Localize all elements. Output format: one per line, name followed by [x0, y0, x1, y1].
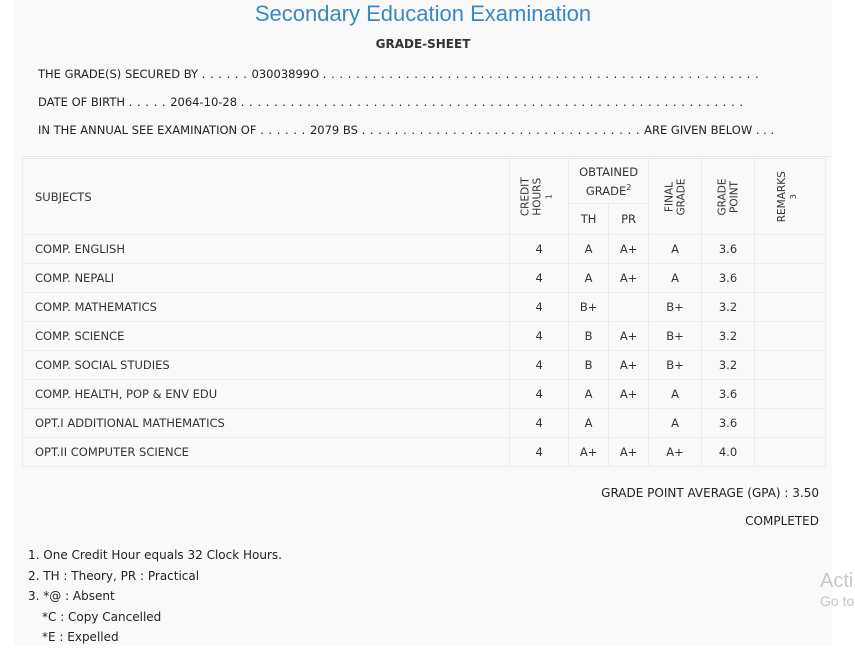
cell-th: B+	[569, 293, 609, 322]
cell-credit: 4	[510, 235, 569, 264]
cell-credit: 4	[510, 293, 569, 322]
grade-rows	[23, 235, 826, 467]
dob-value: 2064-10-28	[170, 95, 238, 109]
cell-pr: A+	[609, 322, 649, 351]
cell-pr	[609, 409, 649, 438]
exam-line: IN THE ANNUAL SEE EXAMINATION OF . . . . . . 2079 BS . . . . . . . . . . . . . . . . . . . . . . . . . . . . . . . . . . ARE GIVEN BELOW . . .	[38, 123, 775, 137]
cell-gp: 3.6	[702, 409, 755, 438]
exam-label: IN THE ANNUAL SEE EXAMINATION OF	[38, 123, 257, 137]
result-status: COMPLETED	[745, 514, 819, 528]
cell-final: A	[649, 264, 702, 293]
footnote-th-pr: 2. TH : Theory, PR : Practical	[28, 568, 200, 583]
grades-table	[22, 158, 826, 467]
exam-year: 2079 BS	[309, 123, 358, 137]
cell-subject: COMP. HEALTH, POP & ENV EDU	[23, 380, 510, 409]
cell-pr: A+	[609, 351, 649, 380]
cell-gp: 3.2	[702, 322, 755, 351]
table-row	[23, 322, 826, 351]
cell-subject: OPT.II COMPUTER SCIENCE	[23, 438, 510, 467]
cell-pr: A+	[609, 235, 649, 264]
divider	[22, 156, 832, 157]
activation-watermark	[820, 570, 854, 609]
table-row	[23, 380, 826, 409]
dob-label: DATE OF BIRTH	[38, 95, 126, 109]
cell-pr: A+	[609, 264, 649, 293]
cell-gp: 3.2	[702, 293, 755, 322]
secured-by-line: THE GRADE(S) SECURED BY . . . . . . 03003899O . . . . . . . . . . . . . . . . . . . . . . . . . . . . . . . . . . . . . . . . . . . . . . . . . . . . .	[38, 67, 760, 81]
table-row	[23, 264, 826, 293]
table-row	[23, 351, 826, 380]
subjects-header: SUBJECTS	[23, 159, 510, 235]
cell-pr: A+	[609, 438, 649, 467]
cell-gp: 4.0	[702, 438, 755, 467]
cell-gp: 3.6	[702, 380, 755, 409]
cell-remarks	[754, 322, 825, 351]
watermark-line-1: Acti	[820, 570, 854, 592]
pr-header: PR	[609, 204, 649, 235]
cell-th: B	[569, 351, 609, 380]
cell-subject: COMP. NEPALI	[23, 264, 510, 293]
cell-credit: 4	[510, 351, 569, 380]
cell-final: A	[649, 235, 702, 264]
cell-remarks	[754, 293, 825, 322]
cell-credit: 4	[510, 409, 569, 438]
cell-remarks	[754, 438, 825, 467]
footnote-expelled: *E : Expelled	[42, 630, 119, 644]
cell-subject: COMP. MATHEMATICS	[23, 293, 510, 322]
table-row	[23, 293, 826, 322]
table-row	[23, 235, 826, 264]
cell-final: B+	[649, 322, 702, 351]
cell-final: A	[649, 380, 702, 409]
cell-credit: 4	[510, 380, 569, 409]
footnote-copy-cancelled: *C : Copy Cancelled	[42, 609, 162, 624]
obtained-grade-header: OBTAINED GRADE$^2$	[569, 159, 649, 204]
cell-credit: 4	[510, 264, 569, 293]
cell-th: A	[569, 264, 609, 293]
cell-subject: COMP. SCIENCE	[23, 322, 510, 351]
footnote-credit-hour: 1. One Credit Hour equals 32 Clock Hours.	[28, 548, 282, 562]
th-header: TH	[569, 204, 609, 235]
cell-th: A+	[569, 438, 609, 467]
cell-gp: 3.2	[702, 351, 755, 380]
cell-remarks	[754, 235, 825, 264]
cell-final: A+	[649, 438, 702, 467]
cell-remarks	[754, 351, 825, 380]
exam-title: Secondary Education Examination	[254, 1, 592, 26]
cell-remarks	[754, 380, 825, 409]
watermark-line-2: Go to	[820, 593, 855, 609]
cell-remarks	[754, 264, 825, 293]
grade-point-header: GRADE POINT	[702, 159, 755, 235]
footnotes	[28, 545, 282, 648]
cell-final: B+	[649, 293, 702, 322]
cell-gp: 3.6	[702, 235, 755, 264]
cell-th: A	[569, 409, 609, 438]
cell-remarks	[754, 409, 825, 438]
cell-subject: COMP. SOCIAL STUDIES	[23, 351, 510, 380]
exam-suffix: ARE GIVEN BELOW . . .	[644, 123, 775, 137]
cell-gp: 3.6	[702, 264, 755, 293]
secured-by-label: THE GRADE(S) SECURED BY	[38, 67, 199, 81]
cell-th: A	[569, 380, 609, 409]
credit-hours-header: CREDIT HOURS $^1$	[510, 159, 569, 235]
grade-sheet-heading: GRADE-SHEET	[375, 37, 471, 51]
table-row	[23, 438, 826, 467]
cell-th: B	[569, 322, 609, 351]
gpa-summary: GRADE POINT AVERAGE (GPA) : 3.50	[601, 486, 819, 500]
cell-subject: COMP. ENGLISH	[23, 235, 510, 264]
cell-pr: A+	[609, 380, 649, 409]
cell-subject: OPT.I ADDITIONAL MATHEMATICS	[23, 409, 510, 438]
cell-final: B+	[649, 351, 702, 380]
symbol-number: 03003899O	[251, 67, 320, 81]
cell-final: A	[649, 409, 702, 438]
cell-credit: 4	[510, 322, 569, 351]
final-grade-header: FINAL GRADE	[649, 159, 702, 235]
footnote-absent: 3. *@ : Absent	[28, 589, 115, 603]
grade-sheet-page	[14, 0, 832, 645]
cell-th: A	[569, 235, 609, 264]
cell-pr	[609, 293, 649, 322]
dob-line: DATE OF BIRTH . . . . . 2064-10-28 . . . . . . . . . . . . . . . . . . . . . . . . . . . . . . . . . . . . . . . . . . . . . . . . . . . . . . . . . . . . .	[38, 95, 744, 109]
remarks-header: REMARKS $^3$	[754, 159, 825, 235]
cell-credit: 4	[510, 438, 569, 467]
table-row	[23, 409, 826, 438]
